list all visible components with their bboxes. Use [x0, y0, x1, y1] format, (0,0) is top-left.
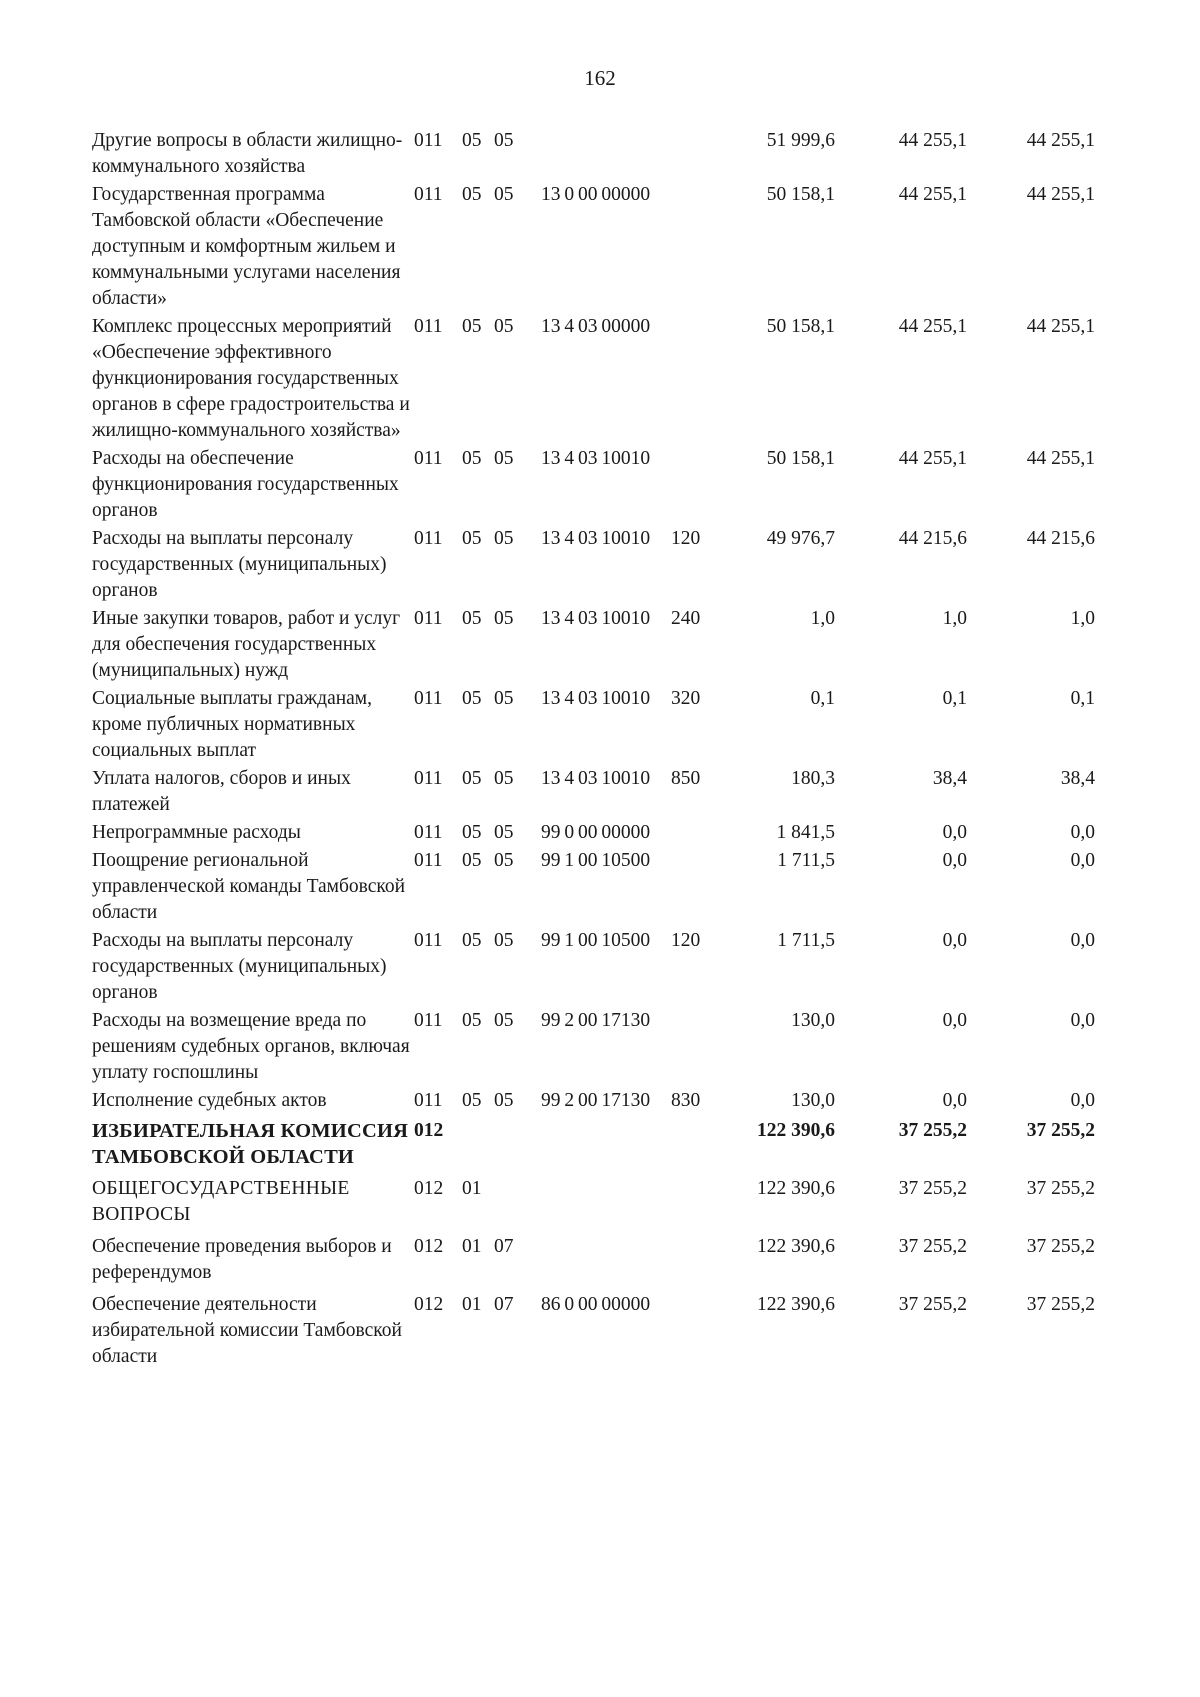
row-grbs: 012 — [414, 1236, 444, 1257]
row-name: Расходы на выплаты персоналу государственных (муниципальных) органов — [92, 930, 387, 1003]
row-expense-type: 830 — [671, 1090, 701, 1111]
row-section: 05 — [462, 688, 482, 709]
table-row — [92, 314, 1182, 444]
row-amount-3: 0,0 — [1070, 822, 1095, 843]
row-grbs: 011 — [414, 850, 443, 871]
row-grbs: 011 — [414, 184, 443, 205]
row-amount-2: 37 255,2 — [898, 1294, 967, 1315]
row-amount-2: 44 255,1 — [898, 316, 967, 337]
row-expense-type: 120 — [671, 528, 701, 549]
row-amount-1: 50 158,1 — [766, 184, 835, 205]
row-amount-2: 0,0 — [942, 1090, 967, 1111]
row-section: 05 — [462, 184, 482, 205]
row-amount-1: 50 158,1 — [766, 316, 835, 337]
row-subsection: 05 — [494, 822, 514, 843]
row-amount-3: 37 255,2 — [1026, 1236, 1095, 1257]
row-grbs: 011 — [414, 930, 443, 951]
row-amount-3: 1,0 — [1070, 608, 1095, 629]
row-target-article: 99 0 00 00000 — [541, 822, 651, 843]
table-row — [92, 1008, 1182, 1086]
row-subsection: 05 — [494, 1090, 514, 1111]
table-row — [92, 446, 1182, 524]
row-name: Исполнение судебных актов — [92, 1090, 327, 1111]
row-name: Расходы на возмещение вреда по решениям судебных органов, включая уплату госпошлины — [92, 1010, 410, 1083]
row-subsection: 07 — [494, 1294, 514, 1315]
row-target-article: 86 0 00 00000 — [541, 1294, 651, 1315]
row-name: Обеспечение деятельности избирательной комиссии Тамбовской области — [92, 1294, 402, 1367]
row-name: Непрограммные расходы — [92, 822, 301, 843]
row-amount-3: 37 255,2 — [1026, 1120, 1095, 1141]
row-target-article: 13 4 03 10010 — [541, 608, 651, 629]
row-grbs: 011 — [414, 688, 443, 709]
row-section: 05 — [462, 608, 482, 629]
row-section: 05 — [462, 822, 482, 843]
budget-table — [92, 128, 1182, 1370]
row-amount-3: 0,0 — [1070, 1010, 1095, 1031]
row-amount-2: 0,0 — [942, 822, 967, 843]
row-grbs: 011 — [414, 528, 443, 549]
row-target-article: 99 1 00 10500 — [541, 930, 651, 951]
row-amount-2: 44 255,1 — [898, 448, 967, 469]
row-subsection: 05 — [494, 1010, 514, 1031]
row-section: 01 — [462, 1294, 482, 1315]
table-row — [92, 606, 1182, 684]
row-amount-1: 130,0 — [791, 1010, 835, 1031]
row-section: 05 — [462, 930, 482, 951]
row-grbs: 011 — [414, 822, 443, 843]
row-grbs: 011 — [414, 316, 443, 337]
row-amount-2: 44 255,1 — [898, 184, 967, 205]
row-subsection: 05 — [494, 850, 514, 871]
row-grbs: 011 — [414, 608, 443, 629]
row-amount-1: 180,3 — [791, 768, 835, 789]
row-amount-2: 37 255,2 — [898, 1178, 967, 1199]
row-amount-1: 49 976,7 — [766, 528, 835, 549]
row-target-article: 13 4 03 10010 — [541, 448, 651, 469]
row-amount-3: 0,0 — [1070, 930, 1095, 951]
row-grbs: 011 — [414, 448, 443, 469]
row-subsection: 05 — [494, 316, 514, 337]
page-number: 162 — [584, 66, 616, 90]
row-grbs: 012 — [414, 1178, 444, 1199]
row-name: Обеспечение проведения выборов и референдумов — [92, 1236, 392, 1283]
row-amount-1: 130,0 — [791, 1090, 835, 1111]
row-section: 01 — [462, 1178, 482, 1199]
row-amount-3: 44 255,1 — [1026, 316, 1095, 337]
row-amount-1: 122 390,6 — [757, 1178, 835, 1199]
row-target-article: 13 4 03 00000 — [541, 316, 651, 337]
row-amount-3: 44 255,1 — [1026, 130, 1095, 151]
row-name: Уплата налогов, сборов и иных платежей — [92, 768, 351, 815]
row-subsection: 05 — [494, 930, 514, 951]
row-section: 05 — [462, 1010, 482, 1031]
row-target-article: 13 0 00 00000 — [541, 184, 651, 205]
row-target-article: 99 2 00 17130 — [541, 1090, 651, 1111]
row-name: Поощрение региональной управленческой команды Тамбовской области — [92, 850, 406, 923]
row-expense-type: 850 — [671, 768, 701, 789]
row-amount-1: 122 390,6 — [757, 1120, 835, 1141]
row-grbs: 012 — [414, 1294, 444, 1315]
row-amount-1: 1 711,5 — [777, 930, 835, 951]
row-subsection: 05 — [494, 608, 514, 629]
table-row — [92, 1292, 1182, 1370]
row-amount-3: 44 255,1 — [1026, 184, 1095, 205]
row-name: Государственная программа Тамбовской области «Обеспечение доступным и комфортным жильем и коммунальными услугами населения области» — [92, 184, 401, 309]
row-amount-3: 0,1 — [1070, 688, 1095, 709]
row-name: Другие вопросы в области жилищно-коммунального хозяйства — [92, 130, 403, 177]
row-amount-3: 0,0 — [1070, 1090, 1095, 1111]
row-section: 01 — [462, 1236, 482, 1257]
row-expense-type: 120 — [671, 930, 701, 951]
table-row-department — [92, 1118, 1182, 1170]
row-amount-1: 0,1 — [810, 688, 835, 709]
row-name: Иные закупки товаров, работ и услуг для обеспечения государственных (муниципальных) нужд — [92, 608, 401, 681]
row-target-article: 13 4 03 10010 — [541, 688, 651, 709]
row-subsection: 05 — [494, 688, 514, 709]
table-row — [92, 128, 1182, 180]
table-row — [92, 686, 1182, 764]
row-target-article: 99 1 00 10500 — [541, 850, 651, 871]
row-name: Расходы на выплаты персоналу государственных (муниципальных) органов — [92, 528, 387, 601]
row-amount-1: 51 999,6 — [766, 130, 835, 151]
row-target-article: 13 4 03 10010 — [541, 768, 651, 789]
row-amount-1: 50 158,1 — [766, 448, 835, 469]
row-amount-2: 0,0 — [942, 930, 967, 951]
row-amount-2: 38,4 — [932, 768, 967, 789]
table-row — [92, 1234, 1182, 1286]
row-amount-1: 1,0 — [810, 608, 835, 629]
row-target-article: 99 2 00 17130 — [541, 1010, 651, 1031]
row-section: 05 — [462, 528, 482, 549]
row-section: 05 — [462, 850, 482, 871]
row-subsection: 05 — [494, 448, 514, 469]
row-amount-1: 122 390,6 — [757, 1294, 835, 1315]
row-amount-3: 37 255,2 — [1026, 1178, 1095, 1199]
row-subsection: 05 — [494, 184, 514, 205]
row-amount-2: 0,0 — [942, 1010, 967, 1031]
row-amount-3: 44 255,1 — [1026, 448, 1095, 469]
row-amount-1: 1 841,5 — [776, 822, 835, 843]
row-amount-2: 44 255,1 — [898, 130, 967, 151]
row-name: Социальные выплаты гражданам, кроме публичных нормативных социальных выплат — [92, 688, 373, 761]
row-amount-2: 0,1 — [942, 688, 967, 709]
row-grbs: 011 — [414, 1090, 443, 1111]
row-amount-2: 37 255,2 — [898, 1236, 967, 1257]
row-section: 05 — [462, 768, 482, 789]
row-subsection: 05 — [494, 130, 514, 151]
row-name: Расходы на обеспечение функционирования государственных органов — [92, 448, 399, 521]
table-row — [92, 820, 1182, 846]
row-grbs: 011 — [414, 1010, 443, 1031]
row-section: 05 — [462, 448, 482, 469]
table-row — [92, 1176, 1182, 1228]
row-amount-3: 44 215,6 — [1026, 528, 1095, 549]
row-amount-2: 0,0 — [942, 850, 967, 871]
row-amount-1: 122 390,6 — [757, 1236, 835, 1257]
row-target-article: 13 4 03 10010 — [541, 528, 651, 549]
table-row — [92, 928, 1182, 1006]
row-amount-3: 38,4 — [1060, 768, 1095, 789]
row-amount-2: 44 215,6 — [898, 528, 967, 549]
row-subsection: 07 — [494, 1236, 514, 1257]
table-row — [92, 848, 1182, 926]
table-row — [92, 1088, 1182, 1114]
row-section: 05 — [462, 1090, 482, 1111]
row-section: 05 — [462, 130, 482, 151]
row-amount-3: 37 255,2 — [1026, 1294, 1095, 1315]
table-row — [92, 526, 1182, 604]
table-row — [92, 766, 1182, 818]
row-amount-2: 37 255,2 — [898, 1120, 967, 1141]
row-name: ИЗБИРАТЕЛЬНАЯ КОМИССИЯ ТАМБОВСКОЙ ОБЛАСТИ — [92, 1120, 409, 1168]
row-amount-3: 0,0 — [1070, 850, 1095, 871]
row-amount-2: 1,0 — [942, 608, 967, 629]
row-grbs: 011 — [414, 130, 443, 151]
row-subsection: 05 — [494, 768, 514, 789]
row-section: 05 — [462, 316, 482, 337]
row-amount-1: 1 711,5 — [777, 850, 835, 871]
row-expense-type: 320 — [671, 688, 701, 709]
row-name: Комплекс процессных мероприятий «Обеспечение эффективного функционирования государственных органов в сфере градостроительства и жилищно-коммунального хозяйства» — [92, 316, 410, 441]
row-subsection: 05 — [494, 528, 514, 549]
row-name: ОБЩЕГОСУДАРСТВЕННЫЕ ВОПРОСЫ — [92, 1178, 350, 1225]
row-grbs: 012 — [414, 1120, 444, 1141]
row-expense-type: 240 — [671, 608, 701, 629]
table-row — [92, 182, 1182, 312]
row-grbs: 011 — [414, 768, 443, 789]
